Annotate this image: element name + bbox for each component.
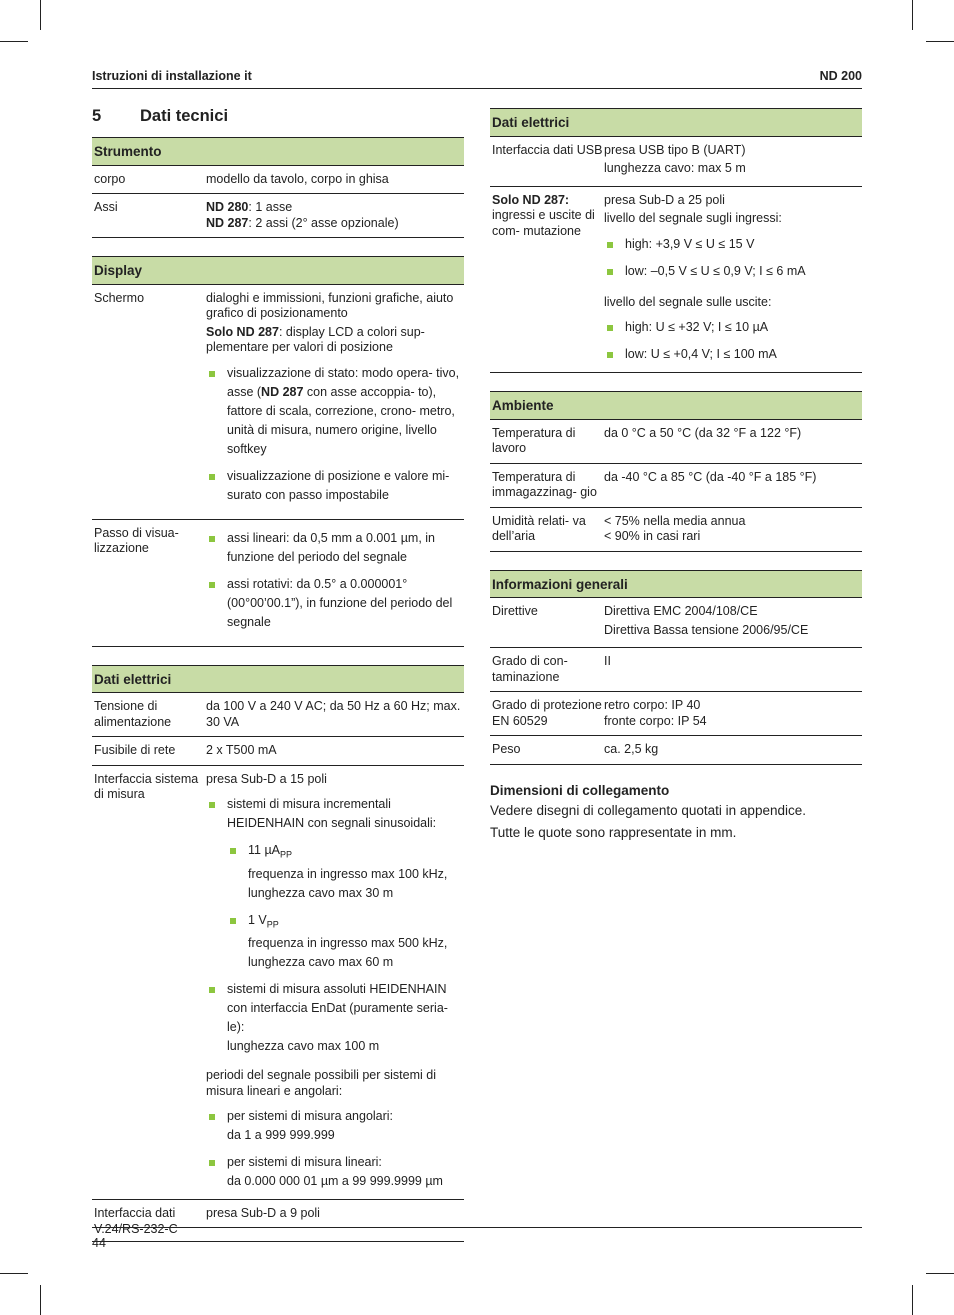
row-value: presa Sub-D a 9 poli (206, 1206, 320, 1220)
value-text: < 90% in casi rari (604, 529, 701, 543)
section-number: 5 (92, 107, 102, 125)
row-key: Schermo (94, 290, 145, 305)
table-header: Ambiente (490, 391, 862, 420)
value-text: ingressi e uscite di com- mutazione (492, 208, 595, 238)
crop-mark (0, 41, 28, 42)
row-key: Umidità relati- va dell’aria (492, 513, 586, 543)
list-item: high: U ≤ +32 V; I ≤ 10 µA (604, 318, 862, 337)
table-row (92, 737, 464, 766)
row-value: da 0 °C a 50 °C (da 32 °F a 122 °F) (604, 425, 802, 440)
row-key: Grado di con- taminazione (492, 654, 568, 684)
crop-mark (0, 1273, 28, 1274)
table-header: Dati elettrici (92, 665, 464, 694)
value-text: Direttiva Bassa tensione 2006/95/CE (604, 622, 809, 637)
page-number: 44 (92, 1236, 106, 1250)
table-row (92, 766, 464, 1201)
row-value (206, 526, 464, 640)
crop-mark (926, 41, 954, 42)
list-item (227, 841, 464, 903)
subscript: PP (280, 849, 293, 860)
row-value (206, 200, 464, 231)
value-text: presa USB tipo B (UART) (604, 142, 746, 157)
row-key: Interfaccia dati V.24/RS-232-C (94, 1206, 178, 1236)
value-text: lunghezza cavo max 100 m (227, 1039, 380, 1053)
table-row (490, 508, 862, 551)
table-row (490, 137, 862, 187)
table-display (92, 256, 464, 647)
table-row (92, 285, 464, 520)
row-value: da 100 V a 240 V AC; da 50 Hz a 60 Hz; max. 30 VA (206, 699, 461, 729)
table-row (490, 736, 862, 764)
row-value: ca. 2,5 kg (604, 742, 659, 756)
model-name: Solo ND 287 (206, 324, 279, 339)
value-text: fronte corpo: IP 54 (604, 713, 707, 728)
model-name: Solo ND 287: (492, 192, 570, 207)
table-dati-elettrici (92, 665, 464, 1243)
list-item: high: +3,9 V ≤ U ≤ 15 V (604, 235, 862, 254)
row-value (604, 514, 862, 545)
table-row (490, 692, 862, 736)
row-value: modello da tavolo, corpo in ghisa (206, 171, 389, 186)
list-item (206, 1153, 464, 1191)
row-value (604, 193, 862, 367)
value-text: : display LCD a colori sup- plementare per valori di posizione (206, 324, 425, 354)
value-text: per sistemi di misura angolari: (227, 1109, 394, 1123)
value-text: da 0.000 000 01 µm a 99 999.9999 µm (227, 1174, 443, 1188)
paragraph: Tutte le quote sono rappresentate in mm. (490, 825, 737, 840)
value-text: sistemi di misura assoluti HEIDENHAIN con interfaccia EnDat (puramente seria- le): (227, 982, 448, 1034)
table-header: Dati elettrici (490, 108, 862, 137)
crop-mark (912, 1285, 913, 1315)
model-name: ND 280 (206, 200, 249, 214)
crop-mark (912, 0, 913, 30)
right-column (490, 108, 862, 844)
value-text: frequenza in ingresso max 500 kHz, lunghezza cavo max 60 m (248, 936, 448, 969)
list-item: visualizzazione di posizione e valore mi- surato con passo impostabile (206, 467, 464, 505)
paragraph: Vedere disegni di collegamento quotati in appendice. (490, 803, 806, 818)
left-column (92, 137, 464, 1260)
page-header (92, 69, 862, 89)
list-item: low: –0,5 V ≤ U ≤ 0,9 V; I ≤ 6 mA (604, 262, 862, 281)
row-key: corpo (94, 171, 126, 186)
table-row (92, 693, 464, 737)
list-item: low: U ≤ +0,4 V; I ≤ 100 mA (604, 345, 862, 364)
crop-mark (926, 1273, 954, 1274)
list-item: assi lineari: da 0,5 mm a 0.001 µm, in funzione del periodo del segnale (206, 529, 464, 567)
header-product: ND 200 (819, 69, 862, 83)
row-key: Interfaccia sistema di misura (94, 771, 199, 801)
value-text: livello del segnale sulle uscite: (604, 294, 772, 309)
value-text: dialoghi e immissioni, funzioni grafiche, aiuto grafico di posizionamento (206, 290, 454, 320)
value-text: : 2 assi (2° asse opzionale) (248, 215, 399, 230)
row-key: Assi (94, 200, 118, 214)
table-row (92, 166, 464, 195)
table-row (490, 187, 862, 373)
row-key: Temperatura di immagazzinag- gio (492, 469, 597, 499)
list-item: sistemi di misura incrementali HEIDENHAIN con segnali sinusoidali: (206, 795, 464, 833)
row-key (490, 193, 604, 367)
value-text: Direttiva EMC 2004/108/CE (604, 604, 758, 618)
subsection-title: Dimensioni di collegamento (490, 782, 670, 798)
row-value (206, 291, 464, 513)
value-text: retro corpo: IP 40 (604, 698, 701, 712)
value-text: : 1 asse (248, 200, 293, 214)
row-value (604, 698, 862, 729)
table-row (490, 420, 862, 464)
value-text: frequenza in ingresso max 100 kHz, lunghezza cavo max 30 m (248, 866, 448, 900)
row-value: da -40 °C a 85 °C (da -40 °F a 185 °F) (604, 469, 817, 484)
row-key: Fusibile di rete (94, 743, 176, 757)
subscript: PP (266, 919, 279, 929)
row-key: Interfaccia dati USB (492, 142, 603, 157)
table-header: Strumento (92, 137, 464, 166)
section-title (92, 107, 228, 126)
table-row (92, 520, 464, 646)
list-item (206, 364, 464, 459)
table-header: Informazioni generali (490, 570, 862, 599)
row-key: Passo di visua- lizzazione (94, 525, 179, 555)
row-key: Direttive (492, 604, 538, 618)
row-value (206, 772, 464, 1194)
table-row (92, 194, 464, 237)
list-item (206, 980, 464, 1056)
header-title: Istruzioni di installazione it (92, 69, 252, 83)
row-key: Peso (492, 742, 521, 756)
list-item (227, 911, 464, 973)
row-key: Temperatura di lavoro (492, 425, 576, 455)
value-text: 11 µA (248, 843, 280, 857)
value-text: visualizzazione di stato: modo opera- tivo, asse ( (227, 365, 460, 399)
table-informazioni-generali (490, 570, 862, 765)
value-text: per sistemi di misura lineari: (227, 1155, 382, 1169)
row-key: Grado di protezione EN 60529 (492, 698, 602, 728)
crop-mark (40, 0, 41, 30)
value-text: < 75% nella media annua (604, 513, 746, 528)
value-text: presa Sub-D a 25 poli (604, 192, 725, 207)
crop-mark (40, 1285, 41, 1315)
table-header: Display (92, 256, 464, 285)
table-dati-elettrici-2 (490, 108, 862, 373)
model-name: ND 287 (261, 384, 304, 399)
table-row (490, 464, 862, 508)
value-text: con asse accoppia- to), fattore di scala, correzione, crono- metro, unità di misura, numero origine, livello softkey (227, 384, 455, 456)
table-row (490, 648, 862, 692)
row-key: Tensione di alimentazione (94, 699, 172, 729)
table-row (490, 598, 862, 648)
value-text: 1 V (248, 912, 267, 927)
value-text: livello del segnale sugli ingressi: (604, 211, 782, 225)
value-text: presa Sub-D a 15 poli (206, 771, 327, 786)
page-footer (92, 1227, 862, 1250)
table-ambiente (490, 391, 862, 552)
value-text: periodi del segnale possibili per sistemi di misura lineari e angolari: (206, 1068, 436, 1098)
row-value: 2 x T500 mA (206, 743, 277, 757)
list-item: assi rotativi: da 0.5° a 0.000001° (00°00’00.1”), in funzione del periodo del segnale (206, 575, 464, 632)
model-name: ND 287 (206, 215, 249, 230)
value-text: da 1 a 999 999.999 (227, 1128, 335, 1142)
row-value (604, 143, 862, 180)
row-value: II (604, 654, 611, 668)
table-strumento (92, 137, 464, 238)
section-heading: Dati tecnici (140, 107, 229, 125)
list-item (206, 1107, 464, 1145)
value-text: lunghezza cavo: max 5 m (604, 161, 746, 175)
row-value (604, 604, 862, 641)
